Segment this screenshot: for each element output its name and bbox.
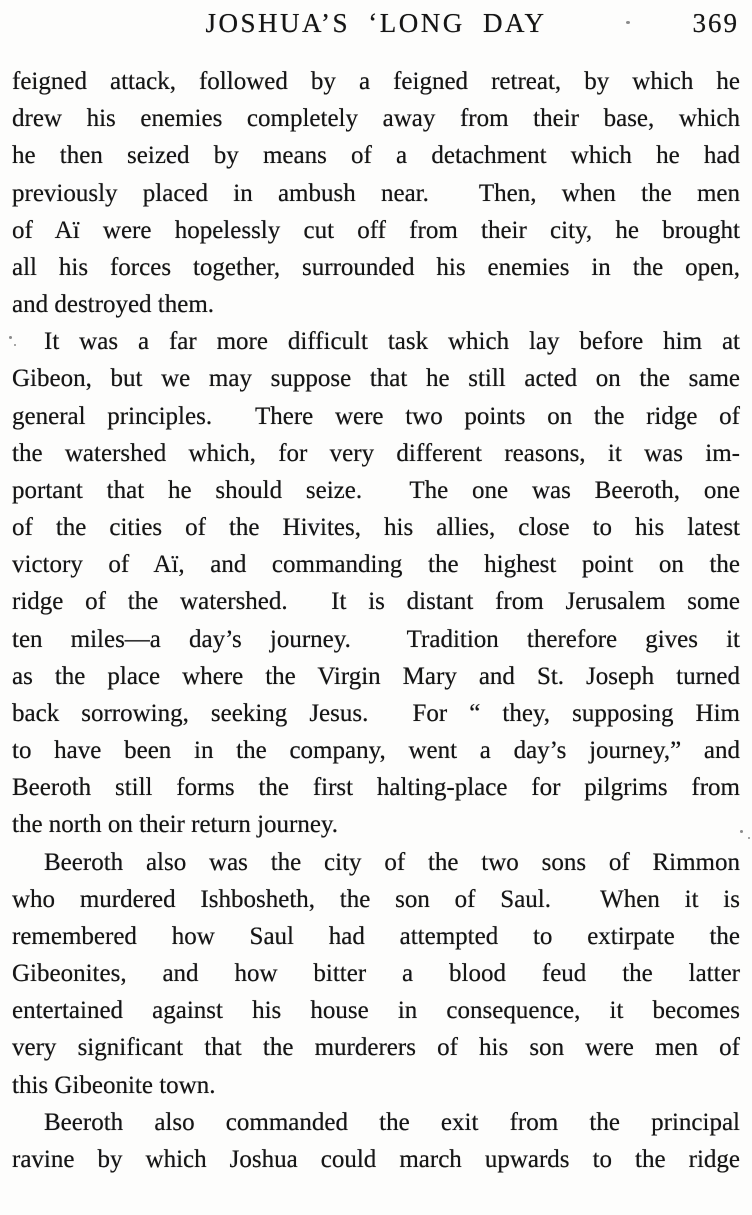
text-line: Gibeonites, and how bitter a blood feud the latter (12, 960, 740, 988)
text-line: back sorrowing, seeking Jesus. For “ they, supposing Him (12, 699, 740, 727)
text-line: Beeroth also commanded the exit from the principal (44, 1108, 740, 1136)
text-line: drew his enemies completely away from their base, which (12, 105, 740, 133)
running-title: JOSHUA’S ‘LONG DAY (205, 8, 547, 38)
page-header (0, 0, 752, 42)
text-line: of Aï were hopelessly cut off from their city, he brought (12, 216, 740, 244)
text-line: this Gibeonite town. (12, 1071, 216, 1099)
scan-speck (9, 336, 12, 339)
text-line: he then seized by means of a detachment which he had (12, 142, 740, 170)
page-number: 369 (692, 8, 739, 38)
text-line: remembered how Saul had attempted to extirpate the (12, 922, 740, 950)
scan-speck (626, 21, 630, 24)
text-line: ridge of the watershed. It is distant from Jerusalem some (12, 588, 740, 616)
text-line: all his forces together, surrounded his enemies in the open, (12, 253, 740, 281)
text-line: ten miles—a day’s journey. Tradition therefore gives it (12, 625, 740, 653)
scan-speck (748, 837, 750, 839)
text-line: victory of Aï, and commanding the highest point on the (12, 551, 740, 579)
text-line: the watershed which, for very different reasons, it was im- (12, 439, 740, 467)
text-line: feigned attack, followed by a feigned retreat, by which he (12, 68, 740, 95)
text-line: as the place where the Virgin Mary and St. Joseph turned (12, 662, 740, 690)
text-line: ravine by which Joshua could march upwards to the ridge (12, 1145, 740, 1173)
paragraph (12, 63, 740, 323)
paragraph (12, 323, 740, 843)
text-line: of the cities of the Hivites, his allies, close to his latest (12, 514, 740, 542)
paragraph (12, 1104, 740, 1178)
scan-speck (740, 830, 743, 833)
text-line: general principles. There were two points on the ridge of (12, 402, 740, 430)
text-line: and destroyed them. (12, 291, 215, 319)
text-line: Gibeon, but we may suppose that he still acted on the same (12, 365, 740, 393)
text-line: to have been in the company, went a day’s journey,” and (12, 737, 740, 765)
text-line: previously placed in ambush near. Then, when the men (12, 179, 740, 207)
text-line: entertained against his house in consequence, it becomes (12, 997, 740, 1025)
text-line: who murdered Ishbosheth, the son of Saul. When it is (12, 885, 740, 913)
page-body (12, 63, 740, 1178)
scan-speck (14, 344, 16, 346)
paragraph (12, 844, 740, 1104)
text-line: portant that he should seize. The one was Beeroth, one (12, 476, 740, 504)
text-line: Beeroth still forms the first halting-place for pilgrims from (12, 774, 740, 802)
text-line: Beeroth also was the city of the two sons of Rimmon (44, 848, 740, 876)
text-line: It was a far more difficult task which lay before him at (44, 328, 740, 356)
text-line: very significant that the murderers of his son were men of (12, 1034, 740, 1062)
text-line: the north on their return journey. (12, 811, 339, 839)
